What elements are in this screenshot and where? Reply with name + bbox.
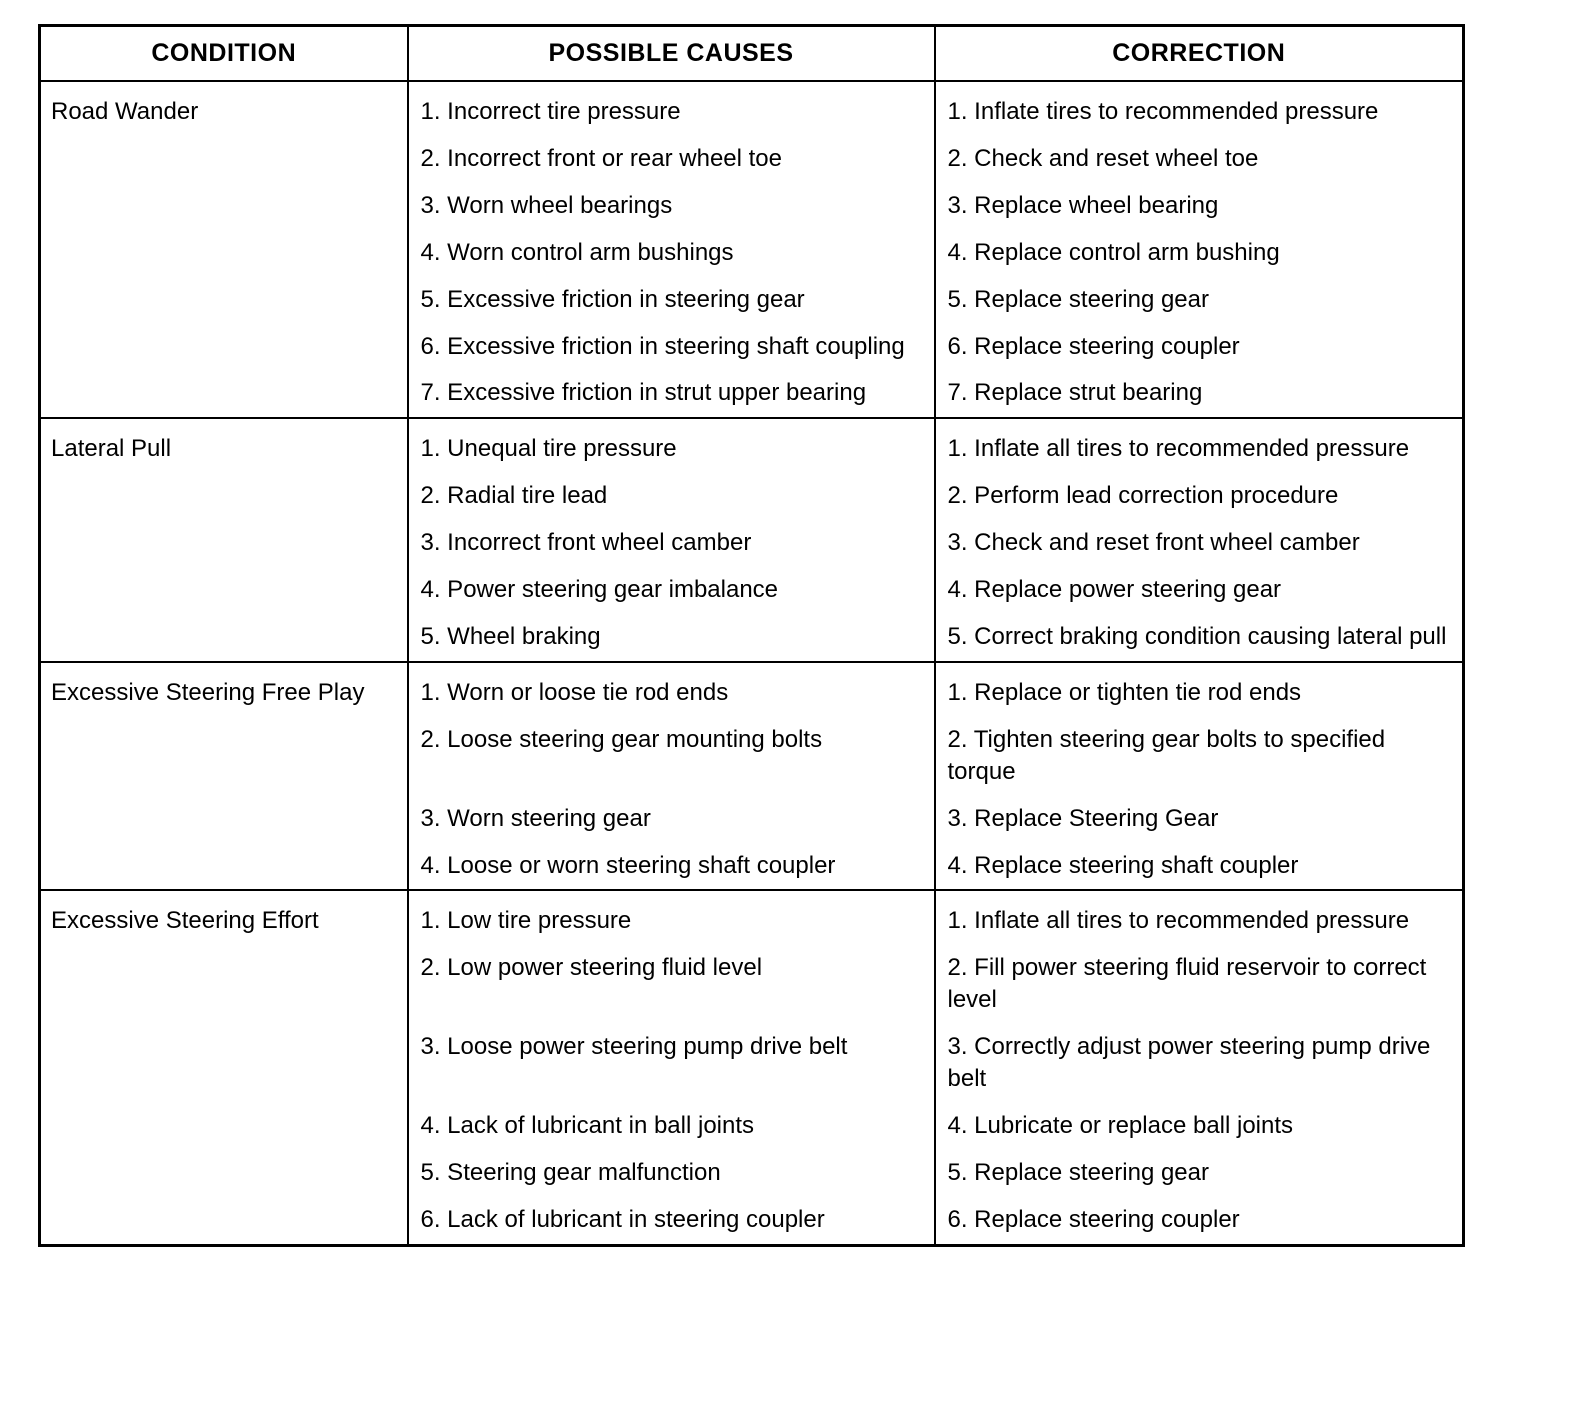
correction-cell: 3. Check and reset front wheel camber — [935, 520, 1464, 567]
cause-cell: 1. Worn or loose tie rod ends — [408, 662, 935, 717]
cause-cell: 1. Unequal tire pressure — [408, 418, 935, 473]
cause-cell: 4. Loose or worn steering shaft coupler — [408, 843, 935, 891]
correction-cell: 1. Inflate all tires to recommended pressure — [935, 890, 1464, 945]
correction-cell: 6. Replace steering coupler — [935, 324, 1464, 371]
cause-cell: 7. Excessive friction in strut upper bearing — [408, 370, 935, 418]
correction-cell: 2. Tighten steering gear bolts to specified torque — [935, 717, 1464, 796]
correction-cell: 3. Correctly adjust power steering pump drive belt — [935, 1024, 1464, 1103]
correction-cell: 2. Fill power steering fluid reservoir to correct level — [935, 945, 1464, 1024]
correction-cell: 5. Replace steering gear — [935, 1150, 1464, 1197]
condition-cell: Excessive Steering Free Play — [40, 662, 408, 891]
correction-cell: 1. Inflate tires to recommended pressure — [935, 81, 1464, 136]
header-row — [40, 26, 1464, 82]
correction-cell: 4. Lubricate or replace ball joints — [935, 1103, 1464, 1150]
cause-cell: 1. Low tire pressure — [408, 890, 935, 945]
cause-cell: 4. Power steering gear imbalance — [408, 567, 935, 614]
correction-cell: 5. Replace steering gear — [935, 277, 1464, 324]
correction-cell: 1. Inflate all tires to recommended pressure — [935, 418, 1464, 473]
correction-cell: 4. Replace steering shaft coupler — [935, 843, 1464, 891]
table-row — [40, 81, 1464, 136]
condition-cell: Road Wander — [40, 81, 408, 418]
condition-cell: Lateral Pull — [40, 418, 408, 662]
cause-cell: 3. Incorrect front wheel camber — [408, 520, 935, 567]
correction-cell: 2. Perform lead correction procedure — [935, 473, 1464, 520]
cause-cell: 1. Incorrect tire pressure — [408, 81, 935, 136]
correction-cell: 2. Check and reset wheel toe — [935, 136, 1464, 183]
cause-cell: 2. Low power steering fluid level — [408, 945, 935, 1024]
correction-cell: 3. Replace Steering Gear — [935, 796, 1464, 843]
correction-cell: 7. Replace strut bearing — [935, 370, 1464, 418]
correction-cell: 5. Correct braking condition causing lateral pull — [935, 614, 1464, 662]
cause-cell: 6. Lack of lubricant in steering coupler — [408, 1197, 935, 1245]
table-row — [40, 418, 1464, 473]
table-row — [40, 890, 1464, 945]
cause-cell: 4. Lack of lubricant in ball joints — [408, 1103, 935, 1150]
correction-cell: 4. Replace control arm bushing — [935, 230, 1464, 277]
steering-diagnosis-table — [38, 24, 1465, 1247]
cause-cell: 4. Worn control arm bushings — [408, 230, 935, 277]
header-possible-causes: POSSIBLE CAUSES — [408, 26, 935, 82]
correction-cell: 4. Replace power steering gear — [935, 567, 1464, 614]
header-condition: CONDITION — [40, 26, 408, 82]
cause-cell: 2. Radial tire lead — [408, 473, 935, 520]
correction-cell: 3. Replace wheel bearing — [935, 183, 1464, 230]
cause-cell: 3. Worn steering gear — [408, 796, 935, 843]
cause-cell: 2. Incorrect front or rear wheel toe — [408, 136, 935, 183]
cause-cell: 2. Loose steering gear mounting bolts — [408, 717, 935, 796]
cause-cell: 3. Worn wheel bearings — [408, 183, 935, 230]
correction-cell: 1. Replace or tighten tie rod ends — [935, 662, 1464, 717]
cause-cell: 5. Excessive friction in steering gear — [408, 277, 935, 324]
correction-cell: 6. Replace steering coupler — [935, 1197, 1464, 1245]
cause-cell: 3. Loose power steering pump drive belt — [408, 1024, 935, 1103]
condition-cell: Excessive Steering Effort — [40, 890, 408, 1245]
table-row — [40, 662, 1464, 717]
cause-cell: 5. Steering gear malfunction — [408, 1150, 935, 1197]
cause-cell: 6. Excessive friction in steering shaft coupling — [408, 324, 935, 371]
cause-cell: 5. Wheel braking — [408, 614, 935, 662]
header-correction: CORRECTION — [935, 26, 1464, 82]
